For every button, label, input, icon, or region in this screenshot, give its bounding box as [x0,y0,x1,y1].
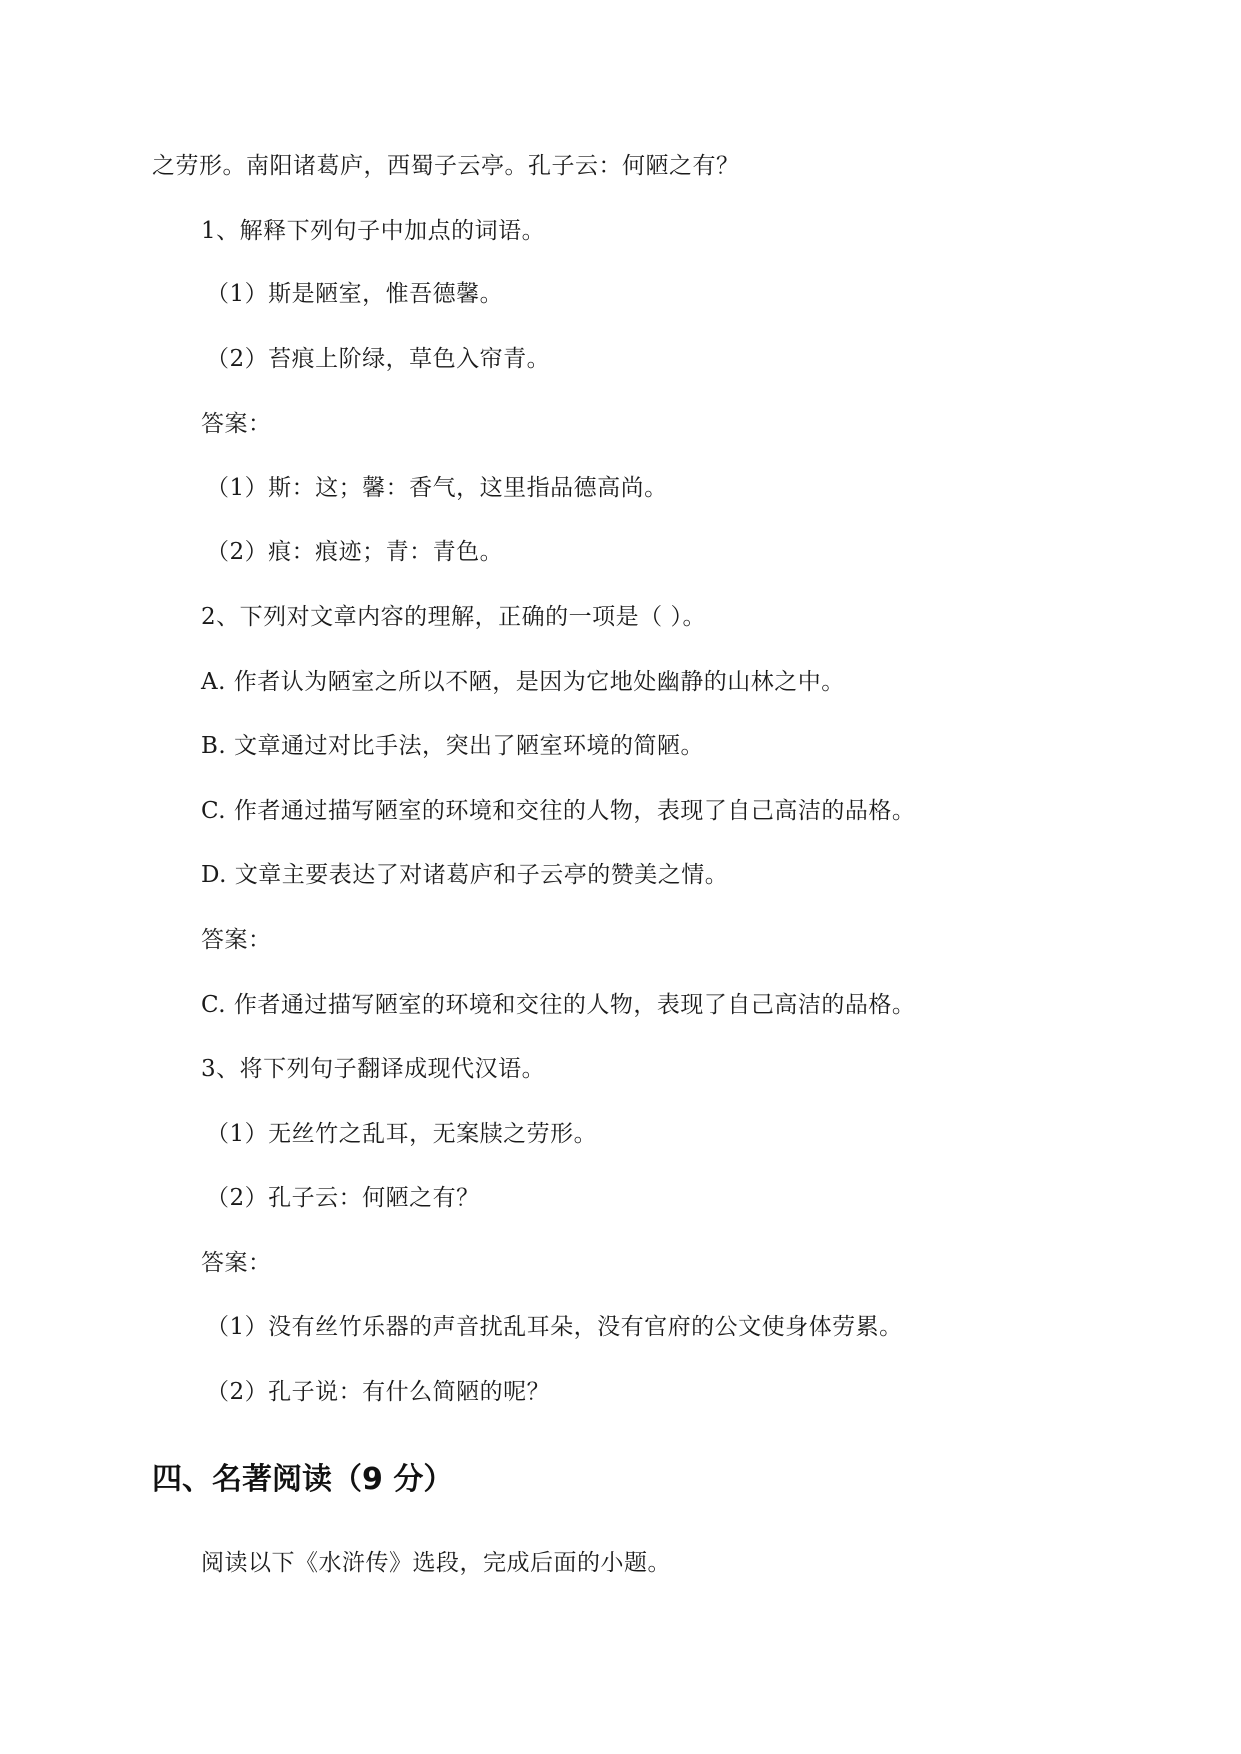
option-a: A. 作者认为陋室之所以不陋，是因为它地处幽静的山林之中。 [201,669,845,695]
question-3-item-1: （1）无丝竹之乱耳，无案牍之劳形。 [206,1121,598,1147]
question-1: 1、解释下列句子中加点的词语。 [201,218,546,244]
answer-label-1: 答案： [201,411,272,437]
answer-1-item-1: （1）斯：这；馨：香气，这里指品德高尚。 [206,475,668,501]
answer-3-item-2: （2）孔子说：有什么简陋的呢？ [206,1379,551,1405]
section-heading: 四、名著阅读（9 分） [152,1462,454,1497]
answer-1-item-2: （2）痕：痕迹；青：青色。 [206,539,504,565]
option-b: B. 文章通过对比手法，突出了陋室环境的简陋。 [201,733,705,759]
question-3-item-2: （2）孔子云：何陋之有？ [206,1185,480,1211]
section-intro: 阅读以下《水浒传》选段，完成后面的小题。 [201,1550,671,1576]
option-c: C. 作者通过描写陋室的环境和交往的人物，表现了自己高洁的品格。 [201,798,916,824]
answer-2: C. 作者通过描写陋室的环境和交往的人物，表现了自己高洁的品格。 [201,992,916,1018]
passage-continuation: 之劳形。南阳诸葛庐，西蜀子云亭。孔子云：何陋之有？ [152,153,740,179]
answer-3-item-1: （1）没有丝竹乐器的声音扰乱耳朵，没有官府的公文使身体劳累。 [206,1314,903,1340]
question-2: 2、下列对文章内容的理解，正确的一项是（ ）。 [201,604,706,630]
question-1-item-2: （2）苔痕上阶绿，草色入帘青。 [206,346,551,372]
question-3: 3、将下列句子翻译成现代汉语。 [201,1056,546,1082]
answer-label-2: 答案： [201,927,272,953]
option-d: D. 文章主要表达了对诸葛庐和子云亭的赞美之情。 [201,862,729,888]
answer-label-3: 答案： [201,1250,272,1276]
question-1-item-1: （1）斯是陋室，惟吾德馨。 [206,281,504,307]
